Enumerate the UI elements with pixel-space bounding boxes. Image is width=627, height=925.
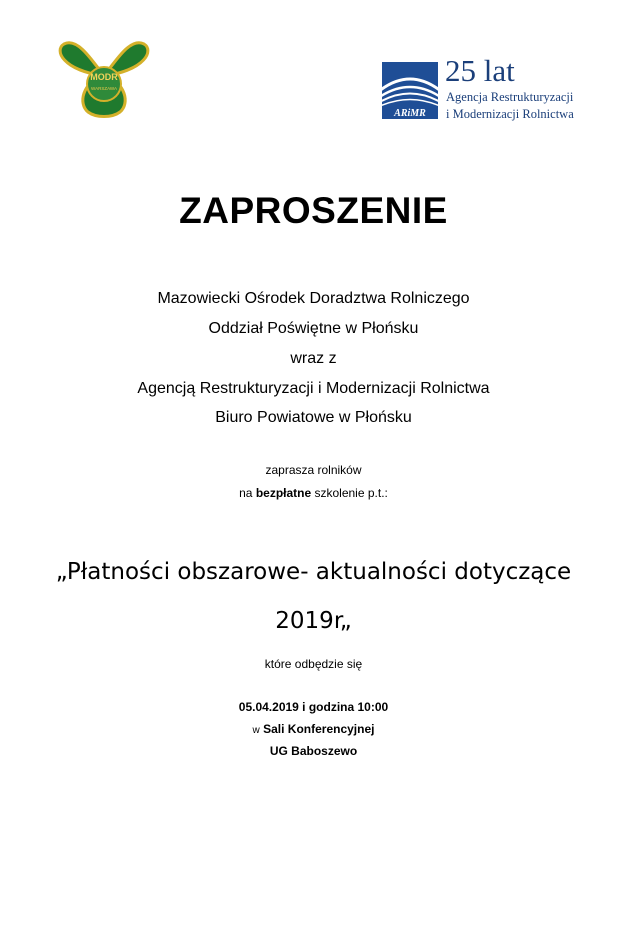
modr-logo-text: MODR [90,72,118,82]
invite-post: szkolenie p.t.: [311,486,388,500]
svg-text:WARSZAWA: WARSZAWA [91,86,117,91]
event-title-line1: „Płatności obszarowe- aktualności dotyczące [55,559,572,585]
invite-pre: na [239,486,256,500]
event-place-name: Sali Konferencyjnej [263,722,375,736]
arimr-anniversary: 25 lat [445,53,515,88]
page-title: ZAPROSZENIE [179,190,448,231]
arimr-logo [382,53,574,123]
arimr-mark-text: ARiMR [394,108,426,119]
event-location: UG Baboszewo [269,744,358,758]
when-intro: które odbędzie się [264,657,363,671]
invite-line: zaprasza rolników [265,463,362,477]
invite-bold: bezpłatne [255,486,312,500]
organizer-line: wraz z [290,350,337,367]
organizer-line: Mazowiecki Ośrodek Doradztwa Rolniczego [157,290,470,307]
arimr-name-line1: Agencja Restrukturyzacji [446,90,574,104]
arimr-mark [382,62,438,119]
event-place [0,722,627,736]
organizer-line: Biuro Powiatowe w Płońsku [215,409,412,426]
event-place-pre: w [252,725,260,736]
organizer-line: Agencją Restrukturyzacji i Modernizacji Rolnictwa [137,380,490,397]
event-datetime: 05.04.2019 i godzina 10:00 [238,700,389,714]
invite-line-2 [0,486,627,500]
event-title-line2: 2019r„ [275,608,352,634]
arimr-name-line2: i Modernizacji Rolnictwa [446,107,574,121]
modr-logo [58,34,150,118]
organizer-line: Oddział Poświętne w Płońsku [208,320,419,337]
